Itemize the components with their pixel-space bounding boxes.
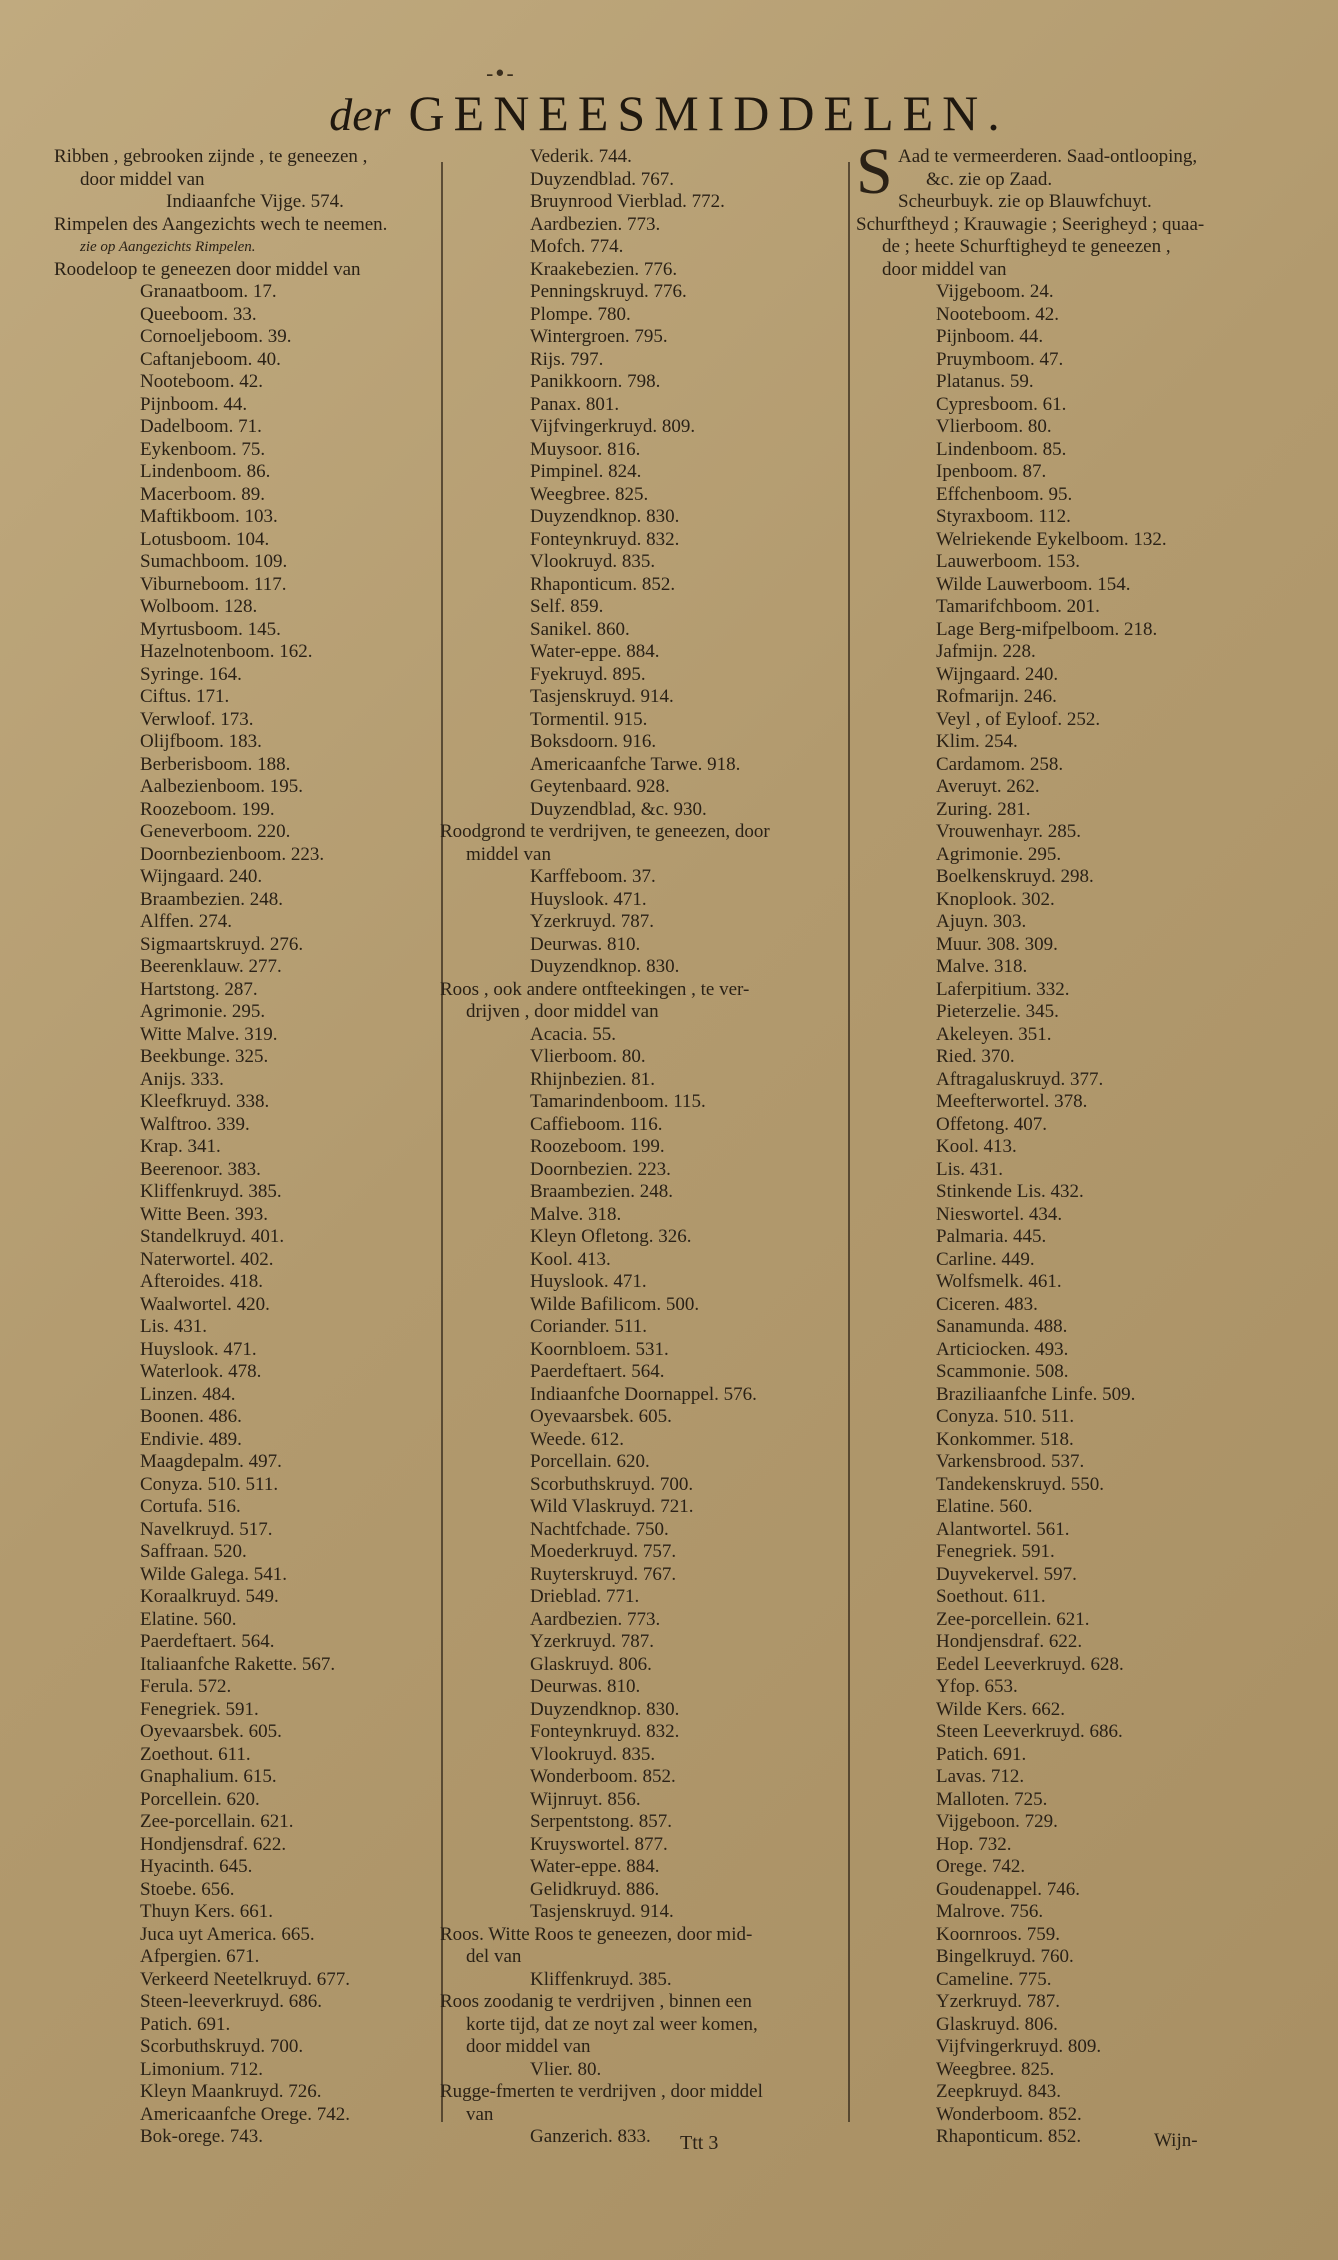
index-remedy-item: Duyvekervel. 597. [936,1563,1077,1585]
index-remedy-item: Hop. 732. [936,1833,1012,1855]
index-remedy-item: Aftragaluskruyd. 377. [936,1068,1104,1090]
index-remedy-item: Linzen. 484. [140,1383,236,1405]
index-remedy-item: Nieswortel. 434. [936,1203,1063,1225]
index-remedy-item: Anijs. 333. [140,1068,224,1090]
index-remedy-item: Kruyswortel. 877. [530,1833,668,1855]
index-remedy-item: Steen Leeverkruyd. 686. [936,1721,1123,1742]
index-entry-heading: Scheurbuyk. zie op Blauwfchuyt. [898,191,1152,212]
index-entry-heading: Roodeloop te geneezen door middel van [54,258,361,280]
index-remedy-item: Saffraan. 520. [140,1541,247,1562]
index-remedy-item: Agrimonie. 295. [140,1001,266,1022]
index-remedy-item: Hazelnotenboom. 162. [140,641,313,662]
index-remedy-item: Witte Malve. 319. [140,1023,278,1045]
index-remedy-item: Gelidkruyd. 886. [530,1878,660,1900]
index-remedy-item: Hyacinth. 645. [140,1856,253,1877]
index-remedy-item: Limonium. 712. [140,2058,263,2080]
index-remedy-item: Tasjenskruyd. 914. [530,1901,674,1922]
index-remedy-item: Malve. 318. [936,956,1028,977]
index-remedy-item: Aalbezienboom. 195. [140,776,304,797]
index-entry-heading: Rugge-fmerten te verdrijven , door middel [440,2081,763,2102]
index-remedy-item: Bok-orege. 743. [140,2126,263,2147]
index-remedy-item: Malloten. 725. [936,1788,1048,1810]
index-remedy-item: Indiaanfche Vijge. 574. [166,191,344,212]
index-remedy-item: Ruyterskruyd. 767. [530,1563,677,1585]
index-remedy-item: Scorbuthskruyd. 700. [530,1473,694,1495]
index-entry-continuation: van [466,2103,494,2125]
index-remedy-item: Varkensbrood. 537. [936,1451,1085,1472]
index-remedy-item: Elatine. 560. [140,1608,237,1630]
index-entry-heading: Roos. Witte Roos te geneezen, door mid- [440,1923,753,1945]
index-remedy-item: Yzerkruyd. 787. [530,1631,654,1652]
index-remedy-item: Duyzendknop. 830. [530,956,680,977]
index-remedy-item: Akeleyen. 351. [936,1023,1052,1045]
index-remedy-item: Maftikboom. 103. [140,506,278,527]
index-remedy-item: Caffieboom. 116. [530,1113,663,1135]
index-remedy-item: Ipenboom. 87. [936,461,1047,482]
index-remedy-item: Malrove. 756. [936,1901,1044,1922]
index-remedy-item: Pieterzelie. 345. [936,1001,1059,1022]
index-remedy-item: Hondjensdraf. 622. [140,1833,287,1855]
index-entry-heading: Roodgrond te verdrijven, te geneezen, door [440,821,770,842]
index-entry-heading: Rimpelen des Aangezichts wech te neemen. [54,213,388,235]
index-remedy-item: Veyl , of Eyloof. 252. [936,708,1101,730]
index-remedy-item: Duyzendknop. 830. [530,1698,680,1720]
index-remedy-item: Nooteboom. 42. [140,371,263,392]
index-remedy-item: Lindenboom. 85. [936,438,1067,460]
index-remedy-item: Scorbuthskruyd. 700. [140,2036,304,2057]
index-remedy-item: Panikkoorn. 798. [530,371,661,392]
index-remedy-item: Fonteynkruyd. 832. [530,1721,680,1742]
index-entry-continuation: middel van [466,843,551,865]
index-remedy-item: Tamarindenboom. 115. [530,1091,706,1112]
index-remedy-item: Duyzendknop. 830. [530,506,680,527]
index-remedy-item: Weede. 612. [530,1428,624,1450]
index-remedy-item: Vlookruyd. 835. [530,551,656,572]
index-remedy-item: Standelkruyd. 401. [140,1226,285,1247]
index-entry-continuation: door middel van [882,258,1007,280]
index-remedy-item: Steen-leeverkruyd. 686. [140,1991,323,2012]
title-word-main: GENEESMIDDELEN. [408,85,1009,141]
index-remedy-item: Hondjensdraf. 622. [936,1631,1083,1652]
index-remedy-item: Vlierboom. 80. [936,416,1052,437]
index-remedy-item: Ried. 370. [936,1046,1015,1067]
index-remedy-item: Ciceren. 483. [936,1293,1038,1315]
index-remedy-item: Queeboom. 33. [140,303,257,325]
index-remedy-item: Panax. 801. [530,393,620,415]
index-remedy-item: Patich. 691. [140,2013,231,2035]
index-remedy-item: Granaatboom. 17. [140,281,277,302]
index-remedy-item: Self. 859. [530,596,604,617]
index-remedy-item: Drieblad. 771. [530,1586,640,1607]
index-remedy-item: Gnaphalium. 615. [140,1766,277,1787]
index-remedy-item: Cameline. 775. [936,1968,1052,1990]
index-entry-continuation: door middel van [466,2036,591,2057]
index-remedy-item: Rijs. 797. [530,348,604,370]
index-remedy-item: Wijngaard. 240. [140,866,263,887]
index-remedy-item: Cortufa. 516. [140,1496,241,1517]
index-remedy-item: Bingelkruyd. 760. [936,1946,1074,1967]
index-remedy-item: Porcellain. 620. [530,1451,650,1472]
index-remedy-item: Oyevaarsbek. 605. [140,1721,282,1742]
index-remedy-item: Deurwas. 810. [530,933,641,955]
index-remedy-item: Lis. 431. [140,1316,208,1337]
index-remedy-item: Afpergien. 671. [140,1946,260,1967]
index-remedy-item: Ferula. 572. [140,1676,232,1697]
index-remedy-item: Conyza. 510. 511. [936,1406,1075,1427]
index-remedy-item: Waterlook. 478. [140,1361,262,1382]
index-remedy-item: Fenegriek. 591. [936,1541,1055,1562]
index-remedy-item: Fonteynkruyd. 832. [530,528,680,550]
index-remedy-item: Kraakebezien. 776. [530,258,678,280]
index-remedy-item: Verkeerd Neetelkruyd. 677. [140,1968,350,1990]
index-remedy-item: Penningskruyd. 776. [530,281,687,302]
ornament-mark: -•- [486,62,514,87]
index-remedy-item: Boksdoorn. 916. [530,731,657,752]
index-remedy-item: Kool. 413. [530,1248,611,1270]
index-remedy-item: Paerdeftaert. 564. [140,1631,275,1652]
index-remedy-item: Yzerkruyd. 787. [530,911,654,932]
index-remedy-item: Zee-porcellein. 621. [936,1608,1090,1630]
index-column-3 [856,135,1276,2149]
index-remedy-item: Water-eppe. 884. [530,1856,660,1877]
index-remedy-item: Kliffenkruyd. 385. [140,1181,282,1202]
index-remedy-item: Endivie. 489. [140,1428,242,1450]
index-remedy-item: Wilde Galega. 541. [140,1563,287,1585]
index-remedy-item: Serpentstong. 857. [530,1811,672,1832]
index-remedy-item: Koornroos. 759. [936,1923,1061,1945]
index-remedy-item: Stinkende Lis. 432. [936,1181,1084,1202]
index-remedy-item: Cardamom. 258. [936,753,1064,775]
index-remedy-item: Tasjenskruyd. 914. [530,686,674,707]
index-remedy-item: Knoplook. 302. [936,888,1055,910]
index-entry-continuation: korte tijd, dat ze noyt zal weer komen, [466,2013,758,2035]
index-remedy-item: Krap. 341. [140,1136,221,1157]
page-title [0,84,1338,142]
index-remedy-item: Wilde Bafilicom. 500. [530,1293,700,1315]
index-remedy-item: Orege. 742. [936,1856,1026,1877]
index-remedy-item: Verwloof. 173. [140,708,254,730]
index-remedy-item: Offetong. 407. [936,1113,1047,1135]
index-remedy-item: Ajuyn. 303. [936,911,1027,932]
index-remedy-item: Paerdeftaert. 564. [530,1361,665,1382]
index-remedy-item: Aardbezien. 773. [530,213,661,235]
column-rule-right [848,162,850,2122]
index-remedy-item: Duyzendblad. 767. [530,168,675,190]
index-remedy-item: Geneverboom. 220. [140,821,291,842]
index-remedy-item: Articiocken. 493. [936,1338,1069,1360]
index-remedy-item: Soethout. 611. [936,1586,1046,1607]
catchword: Wijn- [1154,2130,1198,2151]
index-remedy-item: Naterwortel. 402. [140,1248,274,1270]
index-remedy-item: Carline. 449. [936,1248,1035,1270]
title-word-der: der [329,89,391,140]
index-entry-heading: Aad te vermeerderen. Saad-ontlooping, [898,146,1198,167]
index-remedy-item: Americaanfche Orege. 742. [140,2103,350,2125]
index-remedy-item: Kleyn Maankruyd. 726. [140,2081,322,2102]
index-remedy-item: Huyslook. 471. [140,1338,257,1360]
index-remedy-item: Koraalkruyd. 549. [140,1586,279,1607]
index-remedy-item: Bruynrood Vierblad. 772. [530,191,725,212]
index-remedy-item: Wild Vlaskruyd. 721. [530,1496,694,1517]
index-remedy-item: Navelkruyd. 517. [140,1518,273,1540]
index-remedy-item: Wijnruyt. 856. [530,1788,641,1810]
index-remedy-item: Sumachboom. 109. [140,551,288,572]
index-remedy-item: Water-eppe. 884. [530,641,660,662]
index-remedy-item: Fyekruyd. 895. [530,663,646,685]
index-remedy-item: Geytenbaard. 928. [530,776,670,797]
index-remedy-item: Kliffenkruyd. 385. [530,1968,672,1990]
index-remedy-item: Vlierboom. 80. [530,1046,646,1067]
index-remedy-item: Nachtfchade. 750. [530,1518,669,1540]
index-remedy-item: Stoebe. 656. [140,1878,235,1900]
index-remedy-item: Pruymboom. 47. [936,348,1064,370]
index-remedy-item: Wolboom. 128. [140,596,258,617]
index-remedy-item: Coriander. 511. [530,1316,647,1337]
index-remedy-item: Doornbezien. 223. [530,1158,671,1180]
index-entry-continuation: del van [466,1946,522,1967]
index-remedy-item: Ciftus. 171. [140,686,230,707]
index-remedy-item: Indiaanfche Doornappel. 576. [530,1383,757,1405]
index-remedy-item: Acacia. 55. [530,1023,616,1045]
index-remedy-item: Beerenoor. 383. [140,1158,261,1180]
index-remedy-item: Macerboom. 89. [140,483,266,505]
index-remedy-item: Witte Been. 393. [140,1203,268,1225]
index-remedy-item: Pijnboom. 44. [936,326,1044,347]
index-entry-heading: Roos , ook andere ontfteekingen , te ver- [440,978,750,1000]
index-remedy-item: Lis. 431. [936,1158,1004,1180]
index-entry-continuation: door middel van [80,168,205,190]
index-remedy-item: Laferpitium. 332. [936,978,1070,1000]
index-remedy-item: Americaanfche Tarwe. 918. [530,753,741,775]
index-remedy-item: Doornbezienboom. 223. [140,843,325,865]
index-remedy-item: Patich. 691. [936,1743,1027,1765]
index-remedy-item: Zeepkruyd. 843. [936,2081,1062,2102]
index-remedy-item: Karffeboom. 37. [530,866,656,887]
index-remedy-item: Boelkenskruyd. 298. [936,866,1094,887]
index-cross-reference: zie op Aangezichts Rimpelen. [80,239,256,255]
index-remedy-item: Berberisboom. 188. [140,753,291,775]
index-remedy-item: Conyza. 510. 511. [140,1473,279,1495]
index-remedy-item: Averuyt. 262. [936,776,1040,797]
index-remedy-item: Rhaponticum. 852. [936,2126,1082,2147]
index-remedy-item: Moederkruyd. 757. [530,1541,677,1562]
index-entry-continuation: drijven , door middel van [466,1001,659,1022]
index-remedy-item: Caftanjeboom. 40. [140,348,281,370]
index-remedy-item: Agrimonie. 295. [936,843,1062,865]
index-entry-heading: Ribben , gebrooken zijnde , te geneezen , [54,146,368,167]
index-remedy-item: Olijfboom. 183. [140,731,262,752]
index-remedy-item: Zee-porcellain. 621. [140,1811,294,1832]
index-remedy-item: Plompe. 780. [530,303,631,325]
index-remedy-item: Myrtusboom. 145. [140,618,281,640]
index-remedy-item: Vijgeboom. 24. [936,281,1054,302]
index-remedy-item: Palmaria. 445. [936,1226,1047,1247]
index-remedy-item: Konkommer. 518. [936,1428,1074,1450]
index-remedy-item: Fenegriek. 591. [140,1698,259,1720]
index-remedy-item: Effchenboom. 95. [936,483,1073,505]
index-remedy-item: Braambezien. 248. [140,888,283,910]
index-remedy-item: Welriekende Eykelboom. 132. [936,528,1167,550]
index-remedy-item: Elatine. 560. [936,1496,1033,1517]
index-remedy-item: Waalwortel. 420. [140,1293,270,1315]
index-entry-heading: Roos zoodanig te verdrijven , binnen een [440,1991,752,2012]
index-remedy-item: Huyslook. 471. [530,888,647,910]
index-remedy-item: Ganzerich. 833. [530,2126,651,2147]
index-remedy-item: Vijgeboon. 729. [936,1811,1058,1832]
index-remedy-item: Meefterwortel. 378. [936,1091,1088,1112]
index-remedy-item: Walftroo. 339. [140,1113,250,1135]
index-remedy-item: Aardbezien. 773. [530,1608,661,1630]
index-column-1 [54,146,452,2149]
index-remedy-item: Wilde Kers. 662. [936,1698,1066,1720]
index-remedy-item: Maagdepalm. 497. [140,1451,282,1472]
index-remedy-item: Tormentil. 915. [530,708,648,730]
index-remedy-item: Rofmarijn. 246. [936,686,1057,707]
index-remedy-item: Malve. 318. [530,1203,622,1225]
index-remedy-item: Viburneboom. 117. [140,573,287,595]
index-remedy-item: Vrouwenhayr. 285. [936,821,1082,842]
index-remedy-item: Lage Berg-mifpelboom. 218. [936,618,1158,640]
index-remedy-item: Vederik. 744. [530,146,632,167]
index-remedy-item: Oyevaarsbek. 605. [530,1406,672,1427]
index-remedy-item: Vijfvingerkruyd. 809. [530,416,696,437]
drop-cap-letter: S [856,135,893,208]
index-remedy-item: Zoethout. 611. [140,1743,251,1765]
index-remedy-item: Pijnboom. 44. [140,393,248,415]
index-remedy-item: Boonen. 486. [140,1406,242,1427]
index-remedy-item: Lauwerboom. 153. [936,551,1081,572]
index-remedy-item: Mofch. 774. [530,236,624,257]
index-remedy-item: Wonderboom. 852. [530,1766,676,1787]
index-remedy-item: Afteroides. 418. [140,1271,263,1292]
index-remedy-item: Yfop. 653. [936,1676,1018,1697]
index-remedy-item: Jafmijn. 228. [936,641,1036,662]
index-remedy-item: Cypresboom. 61. [936,393,1067,415]
index-column-2 [440,146,846,2149]
index-remedy-item: Sigmaartskruyd. 276. [140,933,304,955]
index-remedy-item: Hartstong. 287. [140,978,258,1000]
index-remedy-item: Scammonie. 508. [936,1361,1069,1382]
index-remedy-item: Thuyn Kers. 661. [140,1901,273,1922]
index-remedy-item: Cornoeljeboom. 39. [140,326,292,347]
index-entry-continuation: de ; heete Schurftigheyd te geneezen , [882,236,1171,257]
index-remedy-item: Braambezien. 248. [530,1181,673,1202]
index-remedy-item: Italiaanfche Rakette. 567. [140,1653,336,1675]
index-remedy-item: Weegbree. 825. [530,483,649,505]
index-remedy-item: Muysoor. 816. [530,438,641,460]
index-remedy-item: Kleyn Ofletong. 326. [530,1226,692,1247]
index-remedy-item: Weegbree. 825. [936,2058,1055,2080]
index-remedy-item: Eedel Leeverkruyd. 628. [936,1653,1124,1675]
index-remedy-item: Roozeboom. 199. [530,1136,665,1157]
index-remedy-item: Kleefkruyd. 338. [140,1091,270,1112]
index-remedy-item: Vijfvingerkruyd. 809. [936,2036,1102,2057]
index-remedy-item: Rhaponticum. 852. [530,573,676,595]
index-remedy-item: Eykenboom. 75. [140,438,266,460]
index-remedy-item: Porcellein. 620. [140,1788,260,1810]
index-remedy-item: Lindenboom. 86. [140,461,271,482]
index-remedy-item: Wintergroen. 795. [530,326,668,347]
index-remedy-item: Sanikel. 860. [530,618,630,640]
index-remedy-item: Alantwortel. 561. [936,1518,1070,1540]
index-remedy-item: Juca uyt America. 665. [140,1923,315,1945]
index-remedy-item: Yzerkruyd. 787. [936,1991,1060,2012]
index-remedy-item: Pimpinel. 824. [530,461,642,482]
index-remedy-item: Tandekenskruyd. 550. [936,1473,1105,1495]
index-remedy-item: Sanamunda. 488. [936,1316,1068,1337]
index-remedy-item: Goudenappel. 746. [936,1878,1081,1900]
index-remedy-item: Kool. 413. [936,1136,1017,1157]
index-remedy-item: Duyzendblad, &c. 930. [530,798,707,820]
index-remedy-item: Lotusboom. 104. [140,528,270,550]
index-remedy-item: Glaskruyd. 806. [936,2013,1058,2035]
index-remedy-item: Beerenklauw. 277. [140,956,282,977]
index-remedy-item: Wonderboom. 852. [936,2103,1082,2125]
index-remedy-item: Styraxboom. 112. [936,506,1071,527]
index-remedy-item: Alffen. 274. [140,911,232,932]
index-remedy-item: Nooteboom. 42. [936,303,1059,325]
index-entry-continuation: &c. zie op Zaad. [926,168,1053,190]
index-remedy-item: Muur. 308. 309. [936,933,1058,955]
index-remedy-item: Vlier. 80. [530,2058,602,2080]
index-remedy-item: Koornbloem. 531. [530,1338,669,1360]
index-remedy-item: Dadelboom. 71. [140,416,262,437]
index-remedy-item: Rhijnbezien. 81. [530,1068,656,1090]
index-remedy-item: Wijngaard. 240. [936,663,1059,685]
index-remedy-item: Syringe. 164. [140,663,242,685]
index-remedy-item: Platanus. 59. [936,371,1034,392]
index-remedy-item: Wolfsmelk. 461. [936,1271,1062,1292]
index-remedy-item: Beekbunge. 325. [140,1046,269,1067]
index-remedy-item: Glaskruyd. 806. [530,1653,652,1675]
index-remedy-item: Wilde Lauwerboom. 154. [936,573,1131,595]
index-remedy-item: Huyslook. 471. [530,1271,647,1292]
index-remedy-item: Tamarifchboom. 201. [936,596,1100,617]
index-entry-heading: Schurftheyd ; Krauwagie ; Seerigheyd ; quaa- [856,213,1205,235]
index-remedy-item: Zuring. 281. [936,798,1031,820]
index-remedy-item: Lavas. 712. [936,1766,1025,1787]
index-remedy-item: Roozeboom. 199. [140,798,275,820]
index-remedy-item: Vlookruyd. 835. [530,1743,656,1765]
page-signature: Ttt 3 [680,2132,719,2154]
index-remedy-item: Deurwas. 810. [530,1676,641,1697]
index-remedy-item: Braziliaanfche Linfe. 509. [936,1383,1136,1405]
index-remedy-item: Klim. 254. [936,731,1018,752]
